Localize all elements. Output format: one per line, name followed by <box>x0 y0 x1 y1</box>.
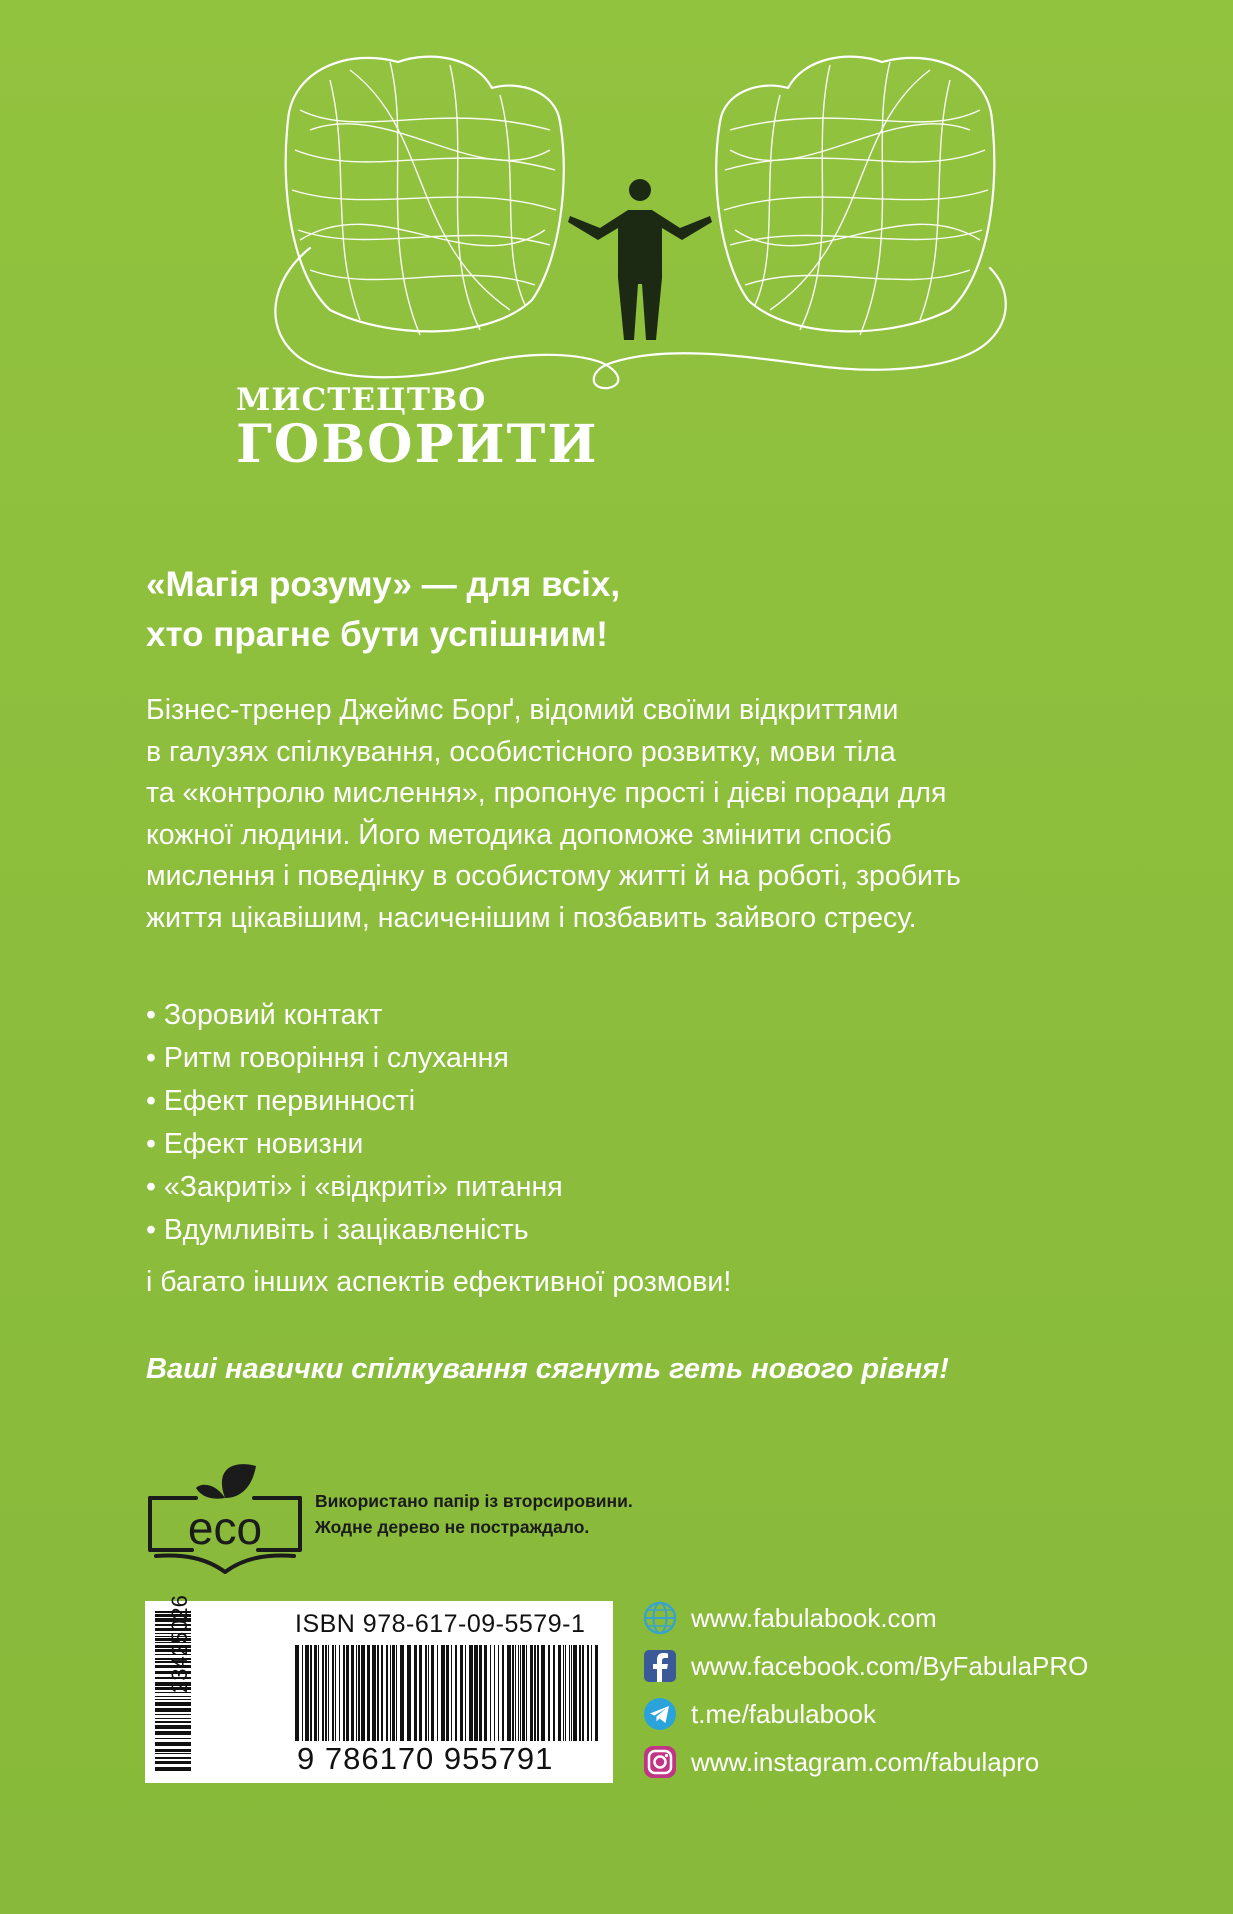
eco-book-icon <box>144 1458 306 1576</box>
person-silhouette <box>568 179 712 340</box>
contact-facebook[interactable] <box>641 1642 1088 1690</box>
contact-text[interactable]: www.fabulabook.com <box>691 1602 937 1633</box>
globe-icon <box>641 1599 679 1637</box>
bullet-item: • Ефект новизни <box>146 1123 1146 1166</box>
series-title-line1: МИСТЕЦТВО <box>236 382 487 418</box>
addon-number: 23425026 <box>167 1595 192 1693</box>
more-aspects-text: і багато інших аспектів ефективної розмови! <box>146 1266 732 1298</box>
left-glove-outline <box>286 57 564 332</box>
bullet-item: • Ефект первинності <box>146 1080 1146 1123</box>
isbn-label: ISBN 978-617-09-5579-1 <box>295 1610 586 1638</box>
boxing-gloves-illustration <box>270 40 1010 400</box>
contact-telegram[interactable] <box>641 1690 1088 1738</box>
ean-number: 9 786170 955791 <box>297 1741 554 1776</box>
description-line: життя цікавішим, насиченішим і позбавить зайвого стресу. <box>146 901 917 934</box>
description-line: та «контролю мислення», пропонує прості і дієві поради для <box>146 777 947 809</box>
facebook-icon <box>641 1647 679 1685</box>
contact-text[interactable]: t.me/fabulabook <box>691 1698 877 1729</box>
bullet-item: • Зоровий контакт <box>146 994 1146 1037</box>
contact-text[interactable]: www.instagram.com/fabulapro <box>691 1746 1040 1777</box>
ean-barcode-icon <box>295 1645 601 1741</box>
eco-statement-line1: Використано папір із вторсировини. <box>315 1491 633 1511</box>
description-line: Бізнес-тренер Джеймс Борґ, відомий своїми відкриттями <box>146 694 899 726</box>
series-title-line2: ГОВОРИТИ <box>236 414 599 475</box>
description-line: кожної людини. Його методика допоможе змінити спосіб <box>146 818 892 851</box>
instagram-icon <box>641 1743 679 1781</box>
contact-website[interactable] <box>641 1594 1088 1642</box>
right-glove-outline <box>716 57 994 332</box>
eco-statement-line2: Жодне дерево не постраждало. <box>315 1517 590 1537</box>
svg-text:eco: eco <box>187 1502 263 1554</box>
slogan: Ваші навички спілкування сягнуть геть нового рівня! <box>146 1353 949 1385</box>
series-title <box>236 383 599 473</box>
contacts-list <box>641 1594 1088 1786</box>
description <box>146 690 1146 939</box>
bullet-list <box>146 994 1146 1252</box>
bullet-item: • Вдумливіть і зацікавленість <box>146 1209 1146 1252</box>
eco-statement <box>315 1488 633 1540</box>
bullet-item: • Ритм говоріння і слухання <box>146 1037 1146 1080</box>
contact-text[interactable]: www.facebook.com/ByFabulaPRO <box>691 1650 1089 1681</box>
bullet-item: • «Закриті» і «відкриті» питання <box>146 1166 1146 1209</box>
contact-instagram[interactable] <box>641 1738 1088 1786</box>
headline-line1: «Магія розуму» — для всіх, <box>146 565 621 604</box>
headline <box>146 560 1146 660</box>
headline-line2: хто прагне бути успішним! <box>146 615 608 654</box>
telegram-icon <box>641 1695 679 1733</box>
barcode-panel <box>145 1595 613 1783</box>
description-line: мислення і поведінку в особистому житті й на роботі, зробить <box>146 860 961 892</box>
description-line: в галузях спілкування, особистісного розвитку, мови тіла <box>146 735 896 768</box>
